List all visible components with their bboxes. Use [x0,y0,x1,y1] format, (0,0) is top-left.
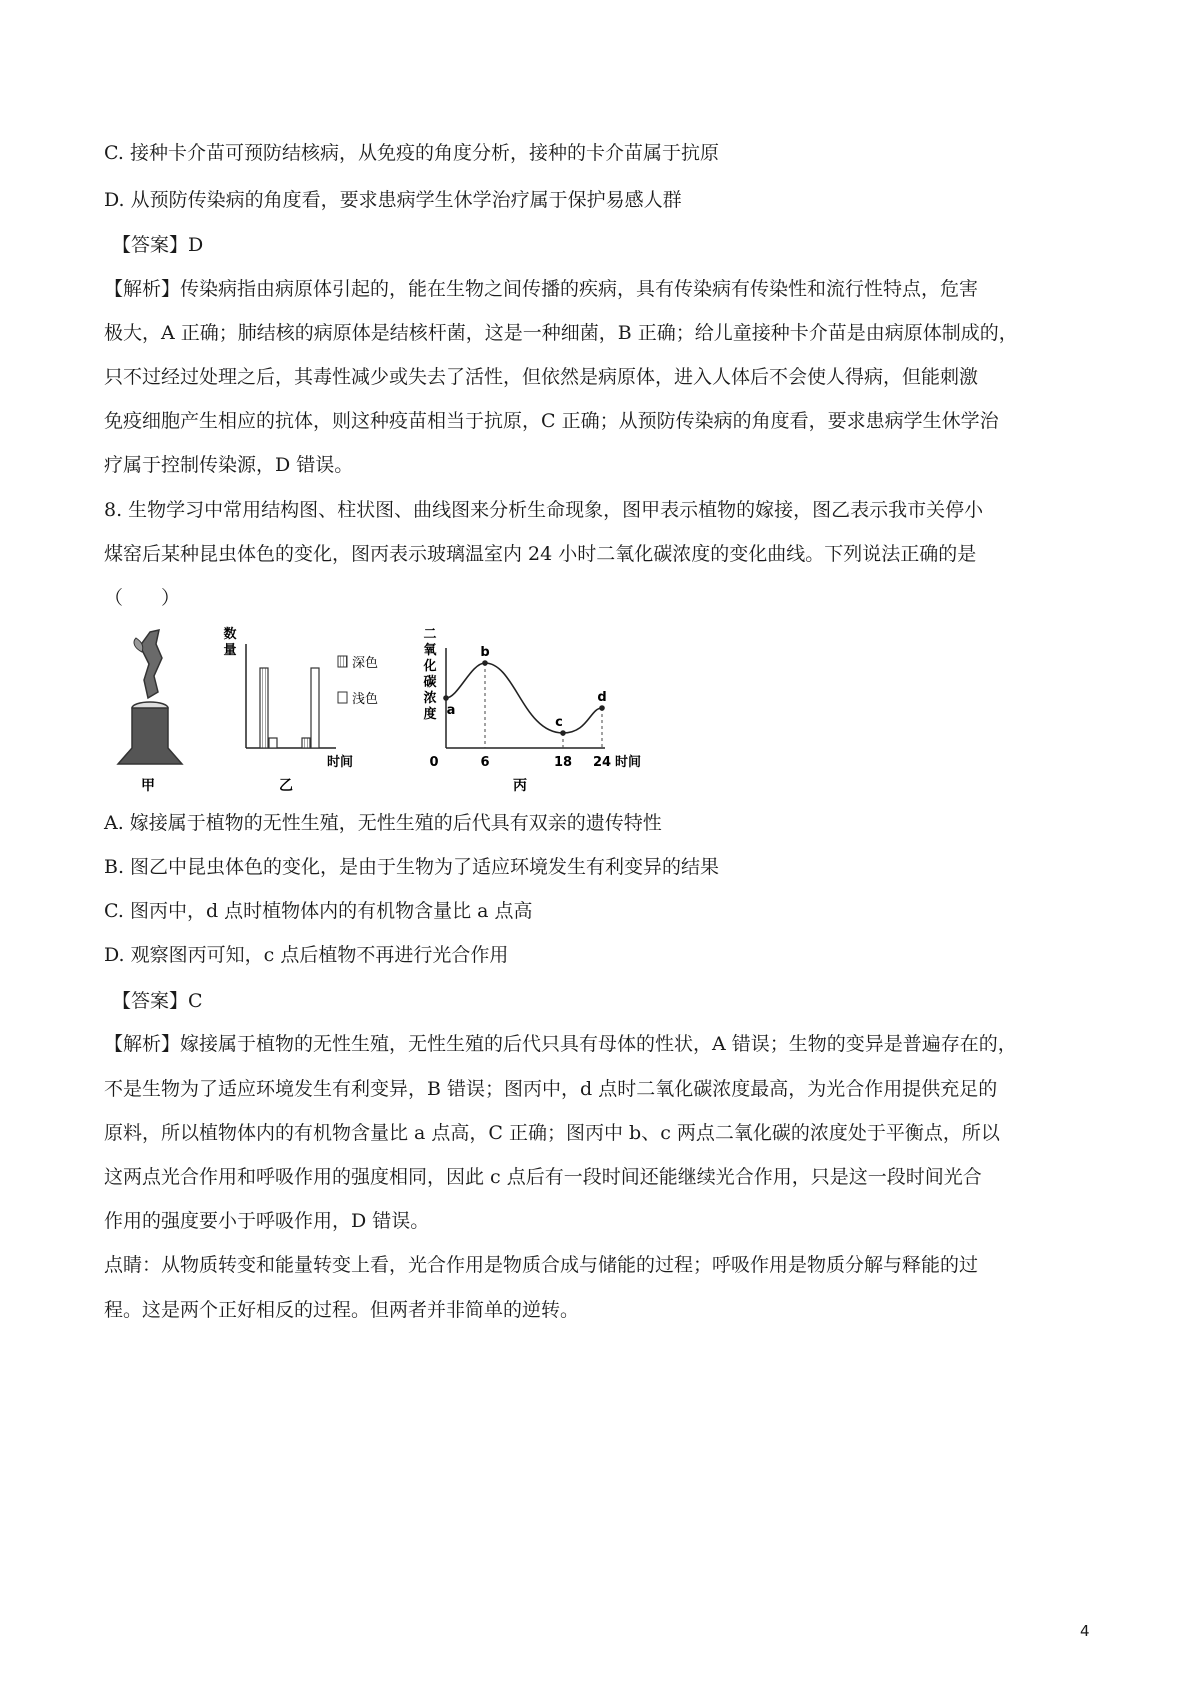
svg-text:二: 二 [423,627,437,642]
q8-option-a: A. 嫁接属于植物的无性生殖，无性生殖的后代具有双亲的遗传特性 [104,812,662,834]
point-d [599,705,605,711]
figure-bing-caption: 丙 [513,778,527,794]
legend-swatch-light [338,692,347,703]
q8-option-c: C. 图丙中，d 点时植物体内的有机物含量比 a 点高 [104,900,533,922]
bar-light-1 [311,668,319,748]
figure-jia-caption: 甲 [141,778,155,794]
q8-analysis-line: 这两点光合作用和呼吸作用的强度相同，因此 c 点后有一段时间还能继续光合作用，只是这一段时间光合 [104,1166,982,1188]
x-tick-label: 6 [480,755,490,770]
x-tick-label: 24 [592,755,612,770]
q8-comment-line: 程。这是两个正好相反的过程。但两者并非简单的逆转。 [104,1299,580,1321]
yi-xlabel: 时间 [326,755,354,770]
figure-yi-bar-chart [220,622,410,794]
point-label-a: a [446,703,456,718]
q8-analysis-line: 不是生物为了适应环境发生有利变异，B 错误；图丙中，d 点时二氧化碳浓度最高，为光合作用提供充足的 [104,1078,998,1100]
svg-text:化: 化 [423,659,437,674]
svg-text:度: 度 [423,707,437,722]
q8-stem-line: 煤窑后某种昆虫体色的变化，图丙表示玻璃温室内 24 小时二氧化碳浓度的变化曲线。下列说法正确的是 [104,543,977,565]
x-tick-label: 18 [553,755,573,770]
point-c [560,730,566,736]
scion-branch [140,630,162,698]
yi-ylabel-2: 量 [223,643,237,658]
legend-label-light: 浅色 [352,692,379,707]
q8-stem-line: （ ） [104,587,181,609]
bing-ylabel [422,627,437,722]
legend-swatch-dark [338,656,347,667]
co2-curve [446,663,602,733]
figure-jia [104,628,196,794]
rootstock [118,708,182,764]
point-b [482,660,488,666]
point-label-c: c [555,715,563,730]
q8-comment-line: 点睛：从物质转变和能量转变上看，光合作用是物质合成与储能的过程；呼吸作用是物质分解与释能的过 [104,1254,979,1276]
q8-analysis-line: 作用的强度要小于呼吸作用，D 错误。 [104,1210,430,1232]
prev-option-d: D. 从预防传染病的角度看，要求患病学生休学治疗属于保护易感人群 [104,189,682,211]
x-tick-label: 0 [429,755,439,770]
bar-light-0 [269,738,277,748]
q8-option-b: B. 图乙中昆虫体色的变化，是由于生物为了适应环境发生有利变异的结果 [104,856,720,878]
yi-ylabel-1: 数 [223,627,237,642]
q8-stem-line: 8. 生物学习中常用结构图、柱状图、曲线图来分析生命现象，图甲表示植物的嫁接，图乙表示我市关停小 [104,499,984,521]
q8-option-d: D. 观察图丙可知，c 点后植物不再进行光合作用 [104,944,509,966]
figure-yi-caption: 乙 [279,778,293,794]
svg-text:碳: 碳 [423,675,437,690]
prev-analysis-line: 免疫细胞产生相应的抗体，则这种疫苗相当于抗原，C 正确；从预防传染病的角度看，要求患病学生休学治 [104,410,999,432]
figure-bing-line-chart [420,622,660,794]
svg-text:氧: 氧 [423,643,437,658]
prev-analysis-line: 只不过经过处理之后，其毒性减少或失去了活性，但依然是病原体，进入人体后不会使人得病，但能刺激 [104,366,979,388]
prev-option-c: C. 接种卡介苗可预防结核病，从免疫的角度分析，接种的卡介苗属于抗原 [104,142,719,164]
prev-analysis-line: 极大，A 正确；肺结核的病原体是结核杆菌，这是一种细菌，B 正确；给儿童接种卡介苗是由病原体制成的， [104,322,1018,344]
bar-dark-0 [260,668,268,748]
q8-answer: 【答案】C [112,990,203,1012]
scion-leaf [134,638,143,652]
page-number: 4 [1080,1622,1090,1640]
bing-xlabel: 时间 [614,755,642,770]
point-label-d: d [597,690,607,705]
point-a [443,695,449,701]
prev-analysis-line: 疗属于控制传染源，D 错误。 [104,454,354,476]
q8-analysis-line: 原料，所以植物体内的有机物含量比 a 点高，C 正确；图丙中 b、c 两点二氧化碳的浓度处于平衡点，所以 [104,1122,1000,1144]
q8-analysis-line: 【解析】嫁接属于植物的无性生殖，无性生殖的后代只具有母体的性状，A 错误；生物的变异是普遍存在的， [104,1033,1017,1055]
prev-answer: 【答案】D [112,234,204,256]
legend-label-dark: 深色 [352,656,379,671]
prev-analysis-line: 【解析】传染病指由病原体引起的，能在生物之间传播的疾病，具有传染病有传染性和流行性特点，危害 [104,278,979,300]
bar-dark-1 [302,738,310,748]
svg-text:浓: 浓 [423,691,437,706]
point-label-b: b [480,645,490,660]
